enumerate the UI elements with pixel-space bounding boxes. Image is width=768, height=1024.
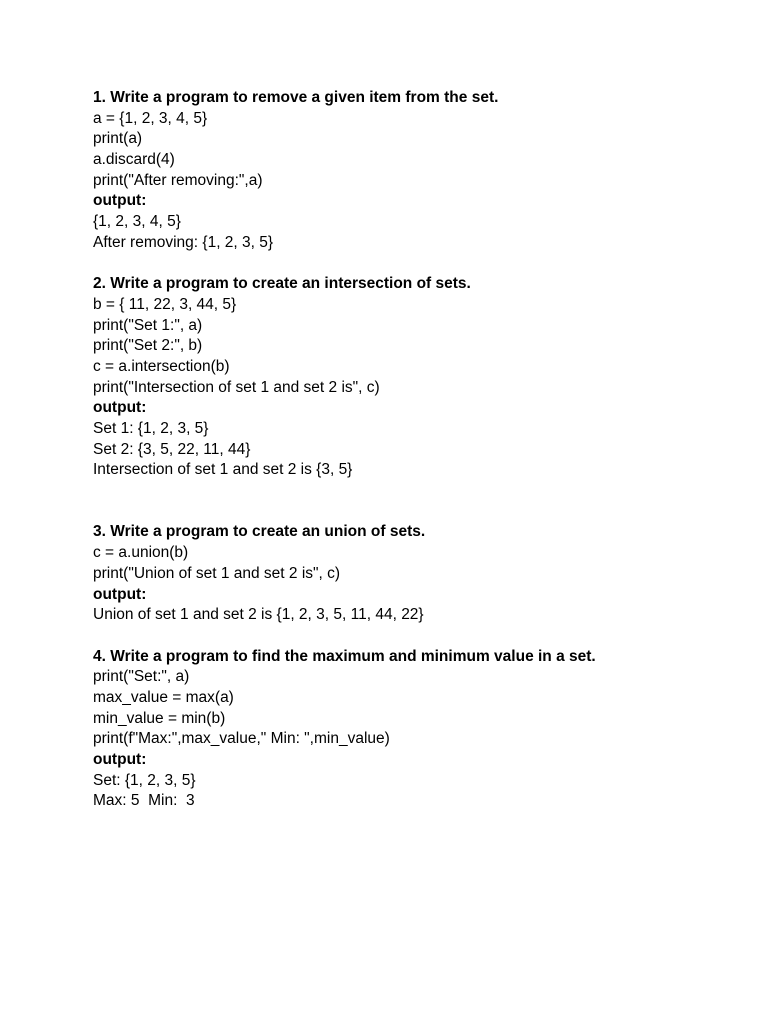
output-line: Set 2: {3, 5, 22, 11, 44} bbox=[93, 440, 251, 458]
code-line: print("Set:", a) bbox=[93, 668, 190, 686]
section-heading: 1. Write a program to remove a given item from the set. bbox=[93, 89, 499, 106]
output-line: Set: {1, 2, 3, 5} bbox=[93, 771, 196, 789]
blank-line bbox=[93, 626, 713, 647]
output-line: Intersection of set 1 and set 2 is {3, 5} bbox=[93, 461, 353, 479]
code-line: print("Set 1:", a) bbox=[93, 316, 203, 334]
code-line: a = {1, 2, 3, 4, 5} bbox=[93, 109, 208, 127]
code-line: print("Union of set 1 and set 2 is", c) bbox=[93, 564, 341, 582]
blank-line bbox=[93, 481, 713, 522]
document-content bbox=[93, 88, 713, 812]
output-label: output: bbox=[93, 585, 147, 603]
code-line: a.discard(4) bbox=[93, 151, 175, 169]
section-4 bbox=[93, 647, 713, 813]
code-line: print("Intersection of set 1 and set 2 is", c) bbox=[93, 378, 380, 396]
blank-line bbox=[93, 254, 713, 275]
code-line: print(f"Max:",max_value," Min: ",min_value) bbox=[93, 730, 390, 748]
code-line: print("After removing:",a) bbox=[93, 171, 263, 189]
section-heading: 3. Write a program to create an union of sets. bbox=[93, 523, 426, 541]
code-line: max_value = max(a) bbox=[93, 688, 234, 706]
output-line: After removing: {1, 2, 3, 5} bbox=[93, 233, 274, 251]
code-line: print(a) bbox=[93, 130, 143, 148]
code-line: print("Set 2:", b) bbox=[93, 337, 203, 355]
output-label: output: bbox=[93, 399, 147, 417]
section-heading: 4. Write a program to find the maximum and minimum value in a set. bbox=[93, 647, 596, 665]
code-line: min_value = min(b) bbox=[93, 709, 226, 727]
section-heading: 2. Write a program to create an intersection of sets. bbox=[93, 275, 471, 293]
code-line: c = a.intersection(b) bbox=[93, 357, 230, 375]
output-line: Max: 5 Min: 3 bbox=[93, 792, 195, 810]
section-3 bbox=[93, 522, 713, 625]
output-line: {1, 2, 3, 4, 5} bbox=[93, 213, 181, 231]
section-2 bbox=[93, 274, 713, 481]
output-label: output: bbox=[93, 192, 147, 210]
code-line: c = a.union(b) bbox=[93, 544, 189, 562]
section-1 bbox=[93, 88, 713, 254]
output-line: Union of set 1 and set 2 is {1, 2, 3, 5, 11, 44, 22} bbox=[93, 606, 424, 624]
code-line: b = { 11, 22, 3, 44, 5} bbox=[93, 295, 237, 313]
output-label: output: bbox=[93, 751, 147, 769]
output-line: Set 1: {1, 2, 3, 5} bbox=[93, 420, 209, 437]
